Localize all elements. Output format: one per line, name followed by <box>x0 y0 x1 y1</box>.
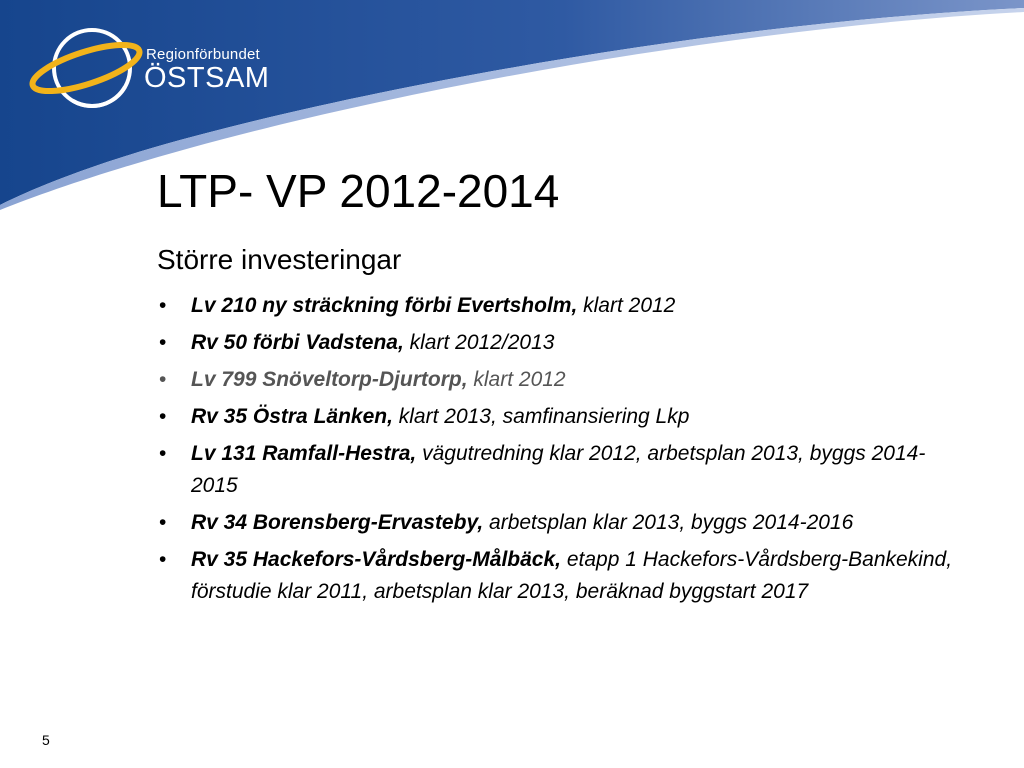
slide-title: LTP- VP 2012-2014 <box>157 165 560 217</box>
bullet-bold-text: Lv 799 Snöveltorp-Djurtorp, <box>191 368 468 391</box>
bullet-item <box>157 438 957 502</box>
page-number: 5 <box>42 732 50 748</box>
bullet-dot-icon: • <box>159 368 167 391</box>
bullet-bold-text: Rv 34 Borensberg-Ervasteby, <box>191 511 484 534</box>
bullet-item <box>157 290 957 322</box>
bullet-rest-text: klart 2012 <box>577 294 676 317</box>
bullet-dot-icon: • <box>159 405 167 428</box>
bullet-dot-icon: • <box>159 294 167 317</box>
bullet-dot-icon: • <box>159 548 167 571</box>
bullet-item <box>157 507 957 539</box>
bullet-rest-text: arbetsplan klar 2013, byggs 2014-2016 <box>483 511 854 534</box>
bullet-item <box>157 544 957 608</box>
bullet-item <box>157 364 957 396</box>
bullet-item <box>157 401 957 433</box>
bullet-dot-icon: • <box>159 442 167 465</box>
bullet-bold-text: Rv 35 Hackefors-Vårdsberg-Målbäck, <box>191 548 561 571</box>
bullet-bold-text: Lv 131 Ramfall-Hestra, <box>191 442 417 465</box>
bullet-dot-icon: • <box>159 511 167 534</box>
logo-small-text: Regionförbundet <box>146 46 260 63</box>
bullet-rest-text: klart 2013, samfinansiering Lkp <box>392 405 690 428</box>
bullet-rest-text: klart 2012 <box>467 368 566 391</box>
bullet-rest-text: vägutredning klar 2012, arbetsplan 2013, byggs 2014-2015 <box>191 442 926 497</box>
bullet-bold-text: Rv 50 förbi Vadstena, <box>191 331 404 354</box>
bullet-list <box>157 290 957 613</box>
logo-big-text: ÖSTSAM <box>144 62 270 94</box>
bullet-rest-text: etapp 1 Hackefors-Vårdsberg-Bankekind, förstudie klar 2011, arbetsplan klar 2013, beräknad byggstart 2017 <box>191 548 953 603</box>
bullet-item <box>157 327 957 359</box>
slide-subtitle: Större investeringar <box>157 244 402 275</box>
bullet-dot-icon: • <box>159 331 167 354</box>
bullet-bold-text: Rv 35 Östra Länken, <box>191 405 393 428</box>
bullet-bold-text: Lv 210 ny sträckning förbi Evertsholm, <box>191 294 578 317</box>
bullet-rest-text: klart 2012/2013 <box>403 331 555 354</box>
